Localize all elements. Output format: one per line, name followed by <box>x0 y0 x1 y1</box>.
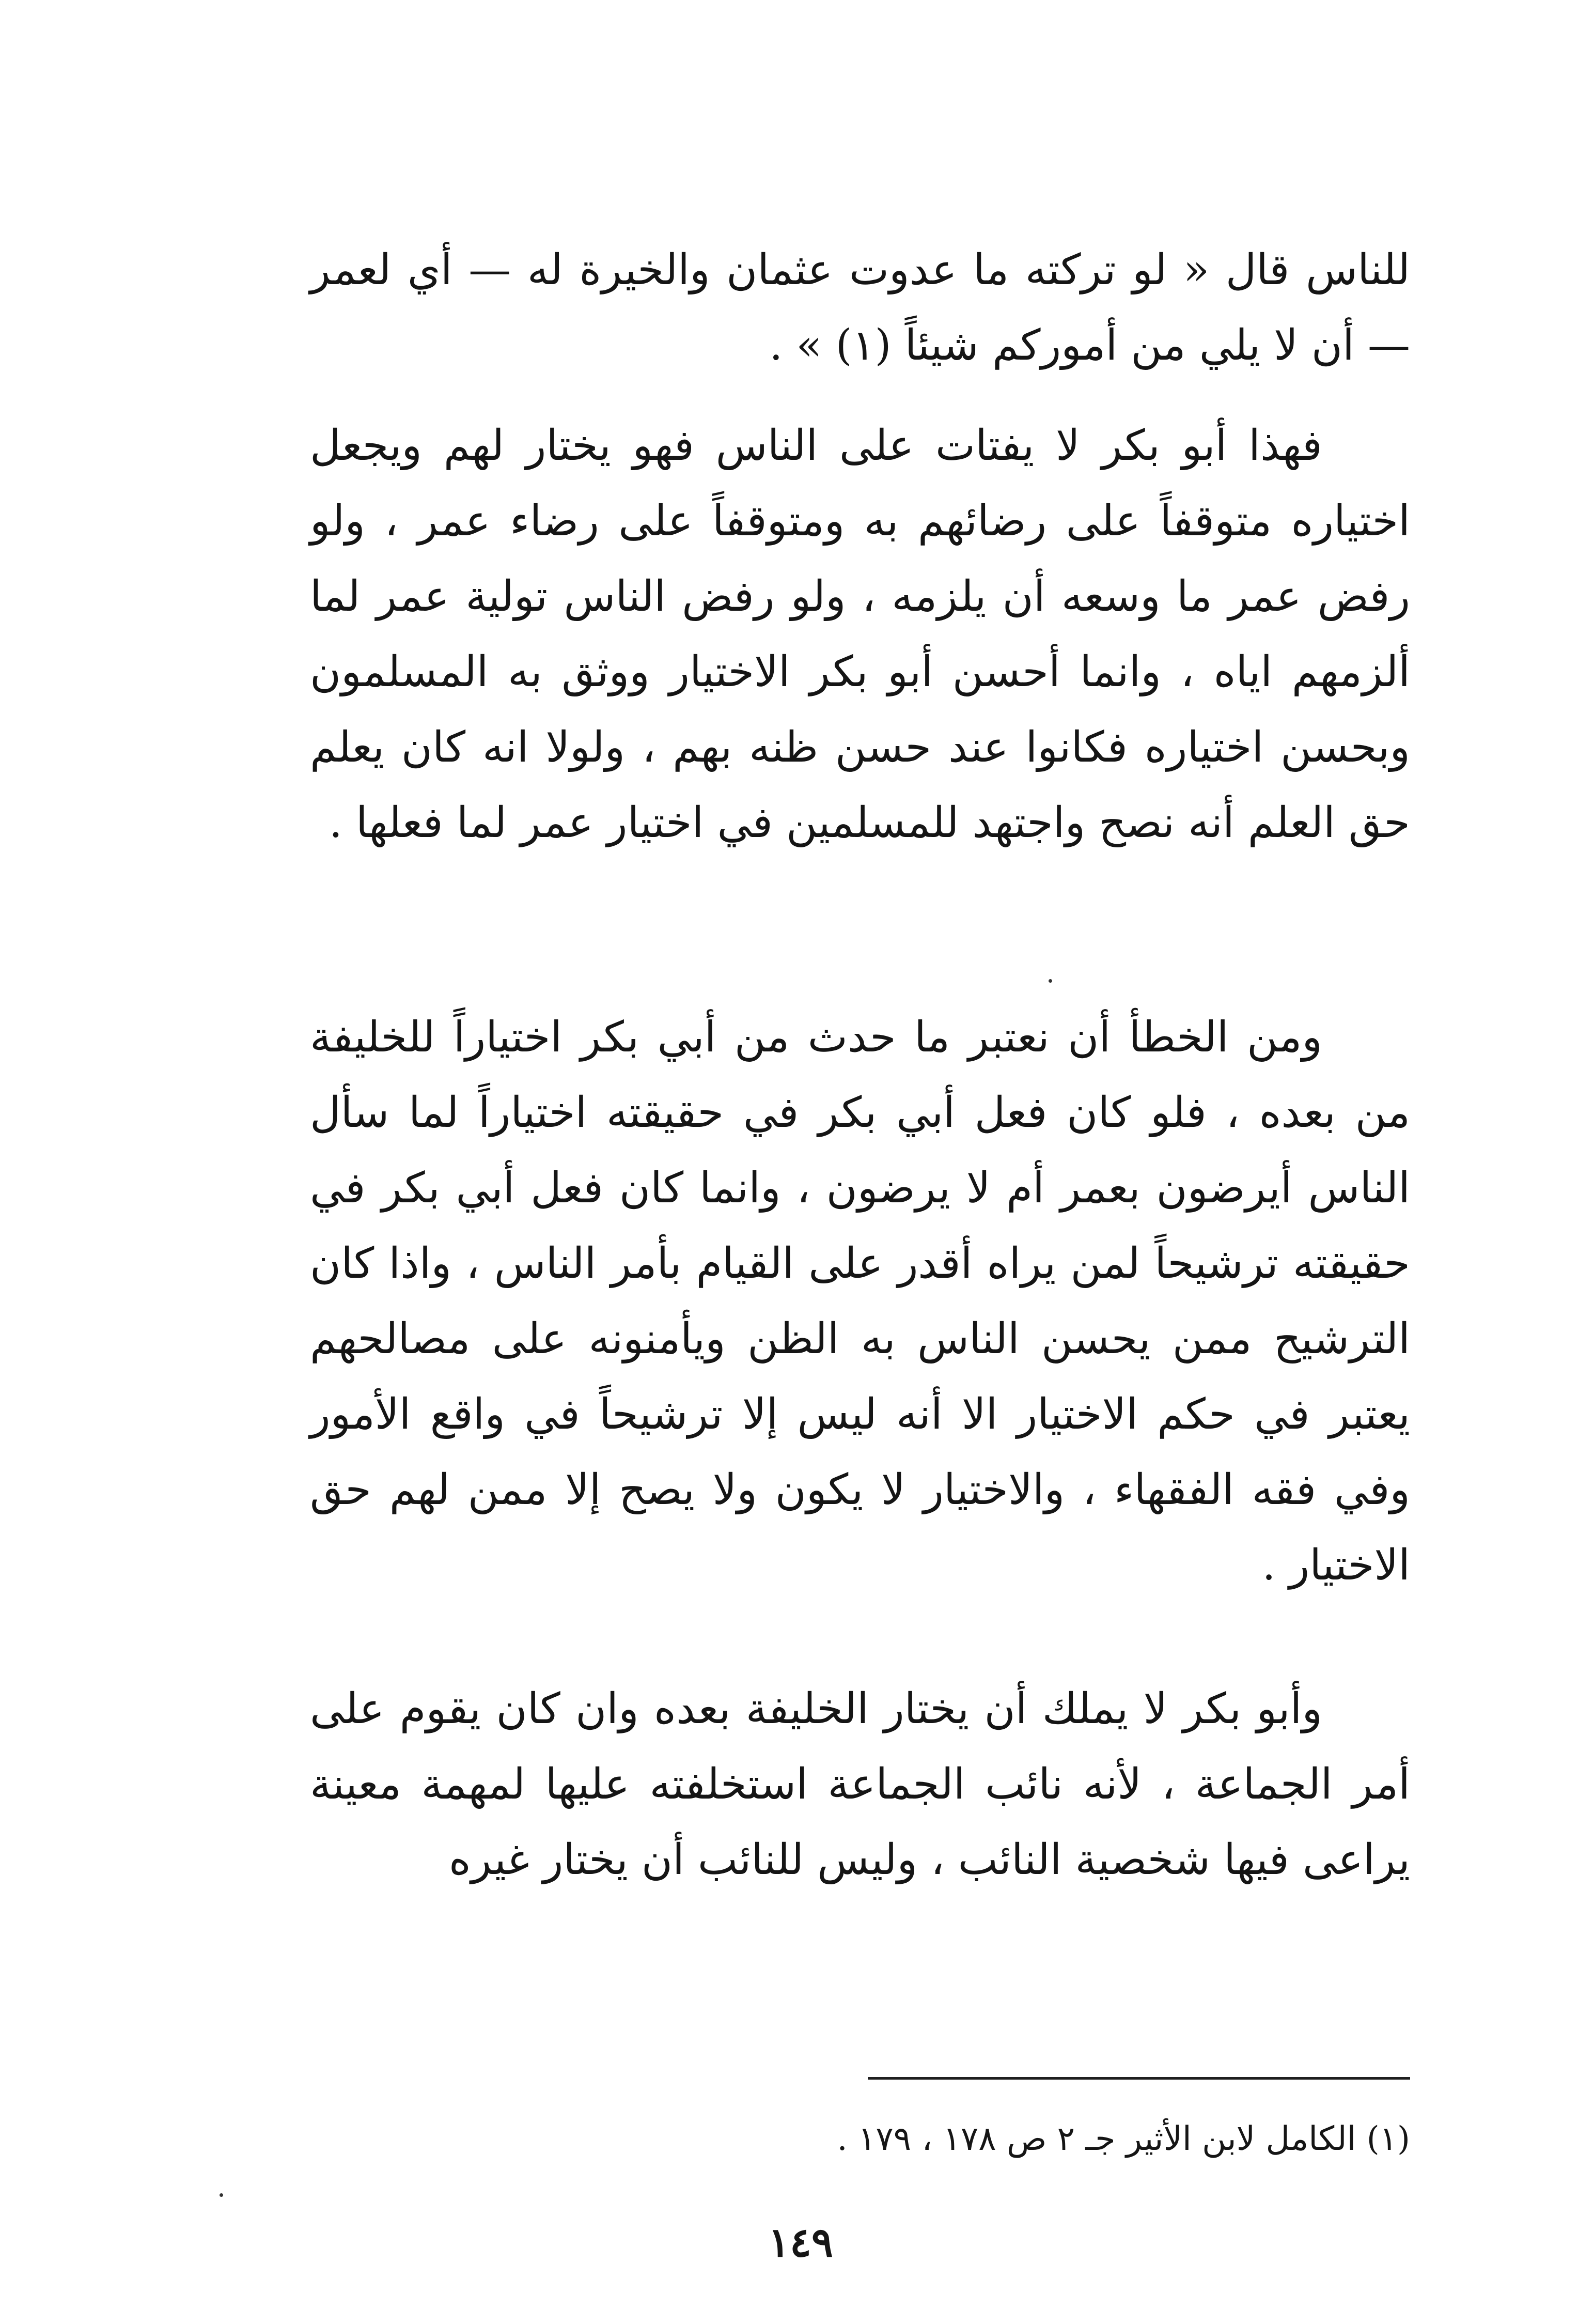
scan-speck <box>220 2193 223 2197</box>
footnote-separator <box>868 2077 1410 2080</box>
body-paragraph-2: ومن الخطأ أن نعتبر ما حدث من أبي بكر اختياراً للخليفة من بعده ، فلو كان فعل أبي بكر في حقيقته اختياراً لما سأل الناس أيرضون بعمر أم لا يرضون ، وانما كان فعل أبي بكر في حقيقته ترشيحاً لمن يراه أقدر على القيام بأمر الناس ، واذا كان الترشيح ممن يحسن الناس به الظن ويأمنونه على مصالحهم يعتبر في حكم الاختيار الا أنه ليس إلا ترشيحاً في واقع الأمور وفي فقه الفقهاء ، والاختيار لا يكون ولا يصح إلا ممن لهم حق الاختيار . <box>310 1013 1410 1590</box>
body-paragraph-1: فهذا أبو بكر لا يفتات على الناس فهو يختار لهم ويجعل اختياره متوقفاً على رضائهم به ومتوقفاً على رضاء عمر ، ولو رفض عمر ما وسعه أن يلزمه ، ولو رفض الناس تولية عمر لما ألزمهم اياه ، وانما أحسن أبو بكر الاختيار ووثق به المسلمون وبحسن اختياره فكانوا عند حسن ظنه بهم ، ولولا انه كان يعلم حق العلم أنه نصح واجتهد للمسلمين في اختيار عمر لما فعلها . <box>310 421 1410 847</box>
body-paragraph-3: وأبو بكر لا يملك أن يختار الخليفة بعده وان كان يقوم على أمر الجماعة ، لأنه نائب الجماعة استخلفته عليها لمهمة معينة يراعى فيها شخصية النائب ، وليس للنائب أن يختار غيره <box>310 1684 1410 1884</box>
footnote: (١) الكامل لابن الأثير جـ ٢ ص ١٧٨ ، ١٧٩ . <box>837 2120 1410 2158</box>
page-number: ١٤٩ <box>768 2219 833 2266</box>
scan-speck <box>1049 979 1052 983</box>
opening-paragraph: للناس قال « لو تركته ما عدوت عثمان والخيرة له — أي لعمر — أن لا يلي من أموركم شيئاً (١) » . <box>310 245 1410 370</box>
